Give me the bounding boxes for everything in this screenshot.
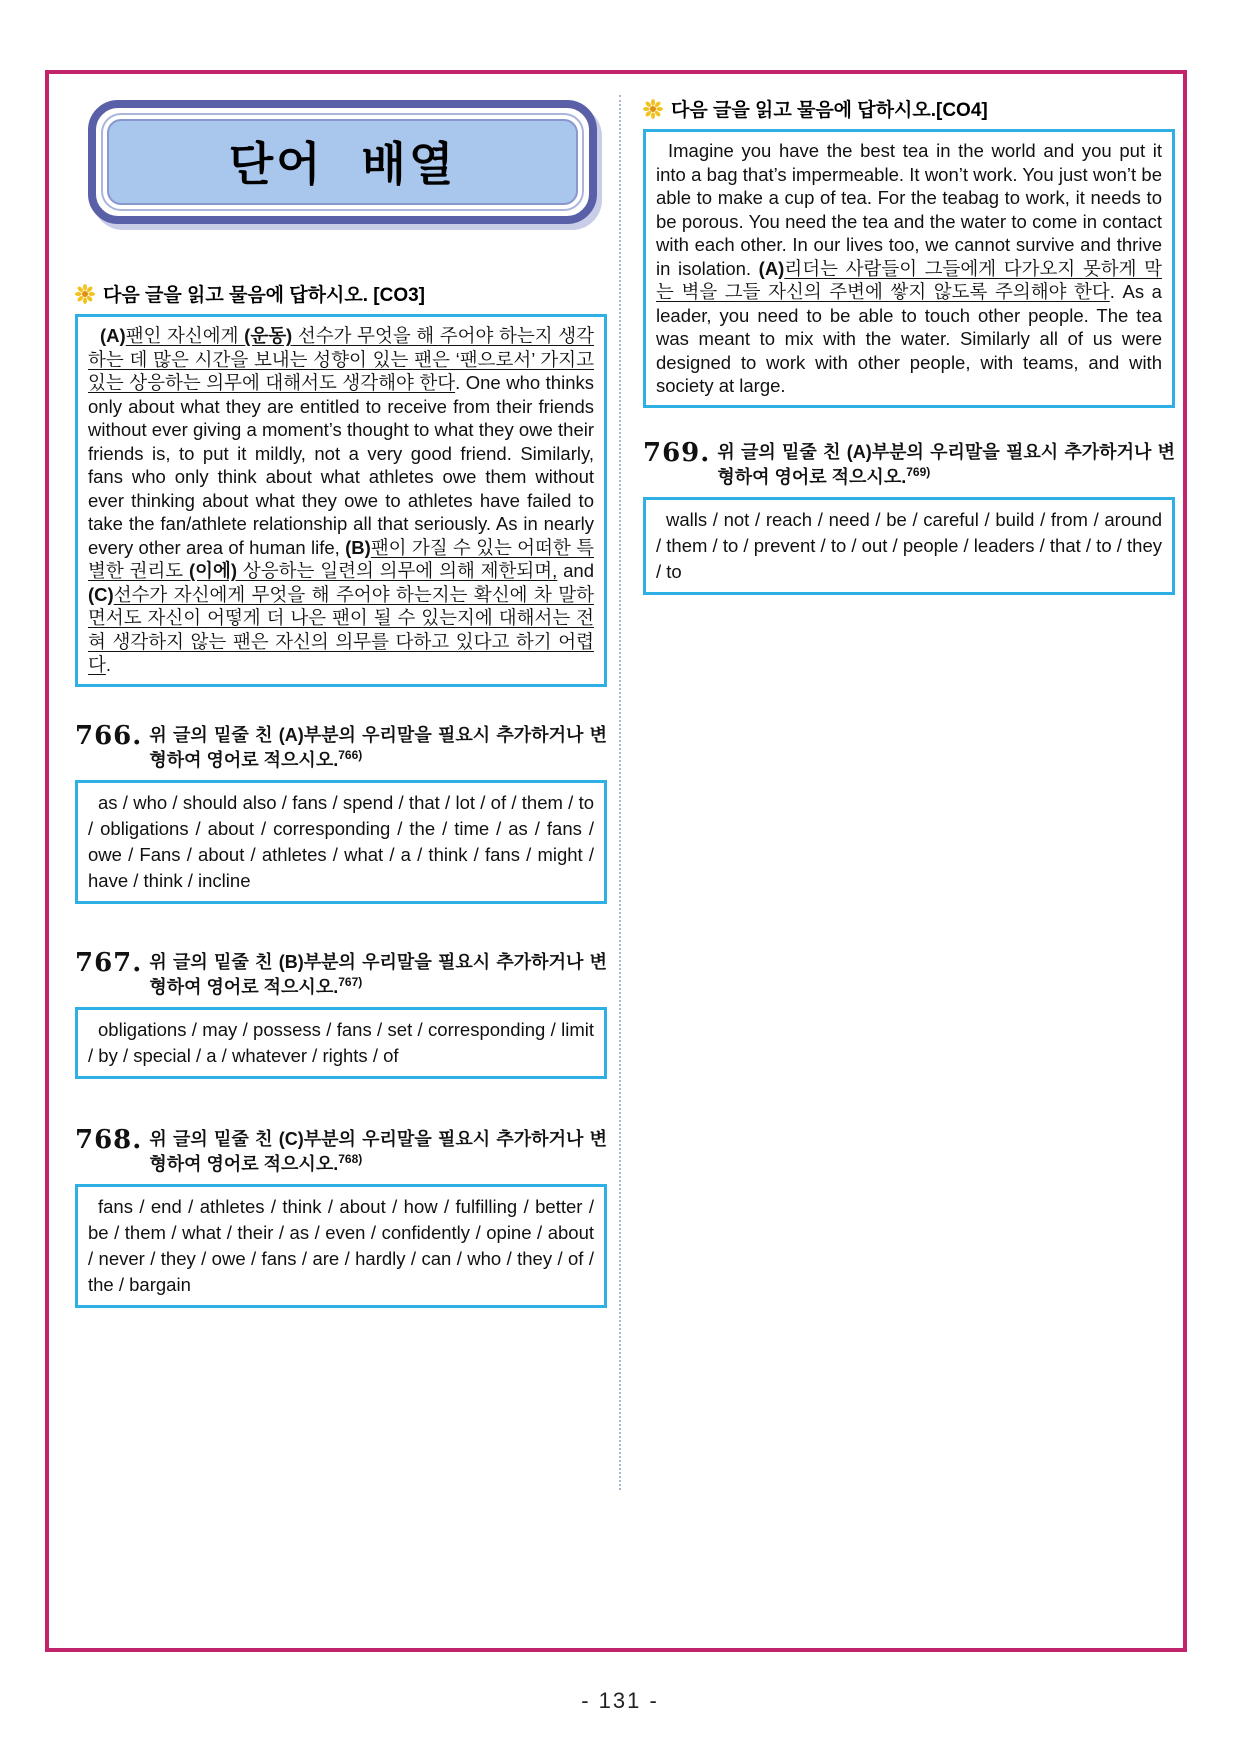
question-text xyxy=(149,950,607,1000)
left-column xyxy=(75,90,607,1308)
question-767 xyxy=(75,947,607,1000)
title-banner-fill xyxy=(107,119,578,205)
passage-box-right: Imagine you have the best tea in the world and you put it into a bag that’s impermeable. It won’t work. You just won’t be able to make a cup of tea. For the teabag to work, it needs to be porous. You need the tea and the water to come in contact with each other. In our lives too, we cannot survive and thrive in isolation. (A)리더는 사람들이 그들에게 다가오지 못하게 막는 벽을 그들 자신의 주변에 쌓지 않도록 주의해야 한다. As a leader, you need to be able to touch other people. The tea was meant to mix with the water. Similarly all of us were designed to work with other people, with teams, and with society at large. xyxy=(643,129,1175,408)
question-number: 768. xyxy=(75,1124,143,1155)
word-bank-766: as / who / should also / fans / spend / that / lot / of / them / to / obligations / about / corresponding / the / time / as / fans / owe / Fans / about / athletes / what / a / think / fans / might / have / think / incline xyxy=(75,780,607,904)
page-number: - 131 - xyxy=(581,1688,659,1713)
question-text xyxy=(149,723,607,773)
question-769 xyxy=(643,437,1175,490)
footnote-ref: 769) xyxy=(906,464,931,479)
title-banner xyxy=(88,100,597,224)
instruction-right xyxy=(643,95,1175,122)
footnote-ref: 768) xyxy=(338,1151,363,1166)
question-text xyxy=(717,440,1175,490)
question-text xyxy=(149,1127,607,1177)
question-text-body: 위 글의 밑줄 친 (A)부분의 우리말을 필요시 추가하거나 변형하여 영어로 적으시오. xyxy=(717,441,1175,487)
title-banner-ring xyxy=(101,113,584,211)
word-bank-768: fans / end / athletes / think / about / how / fulfilling / better / be / them / what / their / as / even / confidently / opine / about / never / they / owe / fans / are / hardly / can / who / they / of / the / bargain xyxy=(75,1184,607,1308)
instruction-left xyxy=(75,280,607,307)
right-column xyxy=(643,95,1175,595)
question-number: 769. xyxy=(643,437,711,468)
question-number: 766. xyxy=(75,720,143,751)
question-number: 767. xyxy=(75,947,143,978)
question-768 xyxy=(75,1124,607,1177)
column-divider xyxy=(619,95,621,1490)
flower-icon xyxy=(643,99,663,119)
question-text-body: 위 글의 밑줄 친 (C)부분의 우리말을 필요시 추가하거나 변형하여 영어로 적으시오. xyxy=(149,1128,607,1174)
instruction-text: 다음 글을 읽고 물음에 답하시오.[CO4] xyxy=(671,100,988,121)
passage-box-left: (A)팬인 자신에게 (운동) 선수가 무엇을 해 주어야 하는지 생각하는 데 많은 시간을 보내는 성향이 있는 팬은 ‘팬으로서’ 가지고 있는 상응하는 의무에 대해서도 생각해야 한다. One who thinks only about what they are entitled to receive from their friends without ever giving a moment’s thought to what they owe their friends is, to put it mildly, not a very good friend. Similarly, fans who only think about what athletes owe them without ever thinking about what they owe to athletes have failed to take the fan/athlete relationship all that seriously. As in nearly every other area of human life, (B)팬이 가질 수 있는 어떠한 특별한 권리도 (이에) 상응하는 일련의 의무에 의해 제한되며, and (C)선수가 자신에게 무엇을 해 주어야 하는지는 확신에 차 말하면서도 자신이 어떻게 더 나은 팬이 될 수 있는지에 대해서는 전혀 생각하지 않는 팬은 자신의 의무를 다하고 있다고 하기 어렵다. xyxy=(75,314,607,687)
page-title: 단어 배열 xyxy=(228,138,457,190)
word-bank-769: walls / not / reach / need / be / careful / build / from / around / them / to / prevent / to / out / people / leaders / that / to / they / to xyxy=(643,497,1175,595)
question-text-body: 위 글의 밑줄 친 (A)부분의 우리말을 필요시 추가하거나 변형하여 영어로 적으시오. xyxy=(149,724,607,770)
instruction-text: 다음 글을 읽고 물음에 답하시오. [CO3] xyxy=(103,285,425,306)
question-text-body: 위 글의 밑줄 친 (B)부분의 우리말을 필요시 추가하거나 변형하여 영어로 적으시오. xyxy=(149,951,607,997)
word-bank-767: obligations / may / possess / fans / set / corresponding / limit / by / special / a / whatever / rights / of xyxy=(75,1007,607,1079)
question-766 xyxy=(75,720,607,773)
footnote-ref: 767) xyxy=(338,974,363,989)
flower-icon xyxy=(75,284,95,304)
footnote-ref: 766) xyxy=(338,747,363,762)
